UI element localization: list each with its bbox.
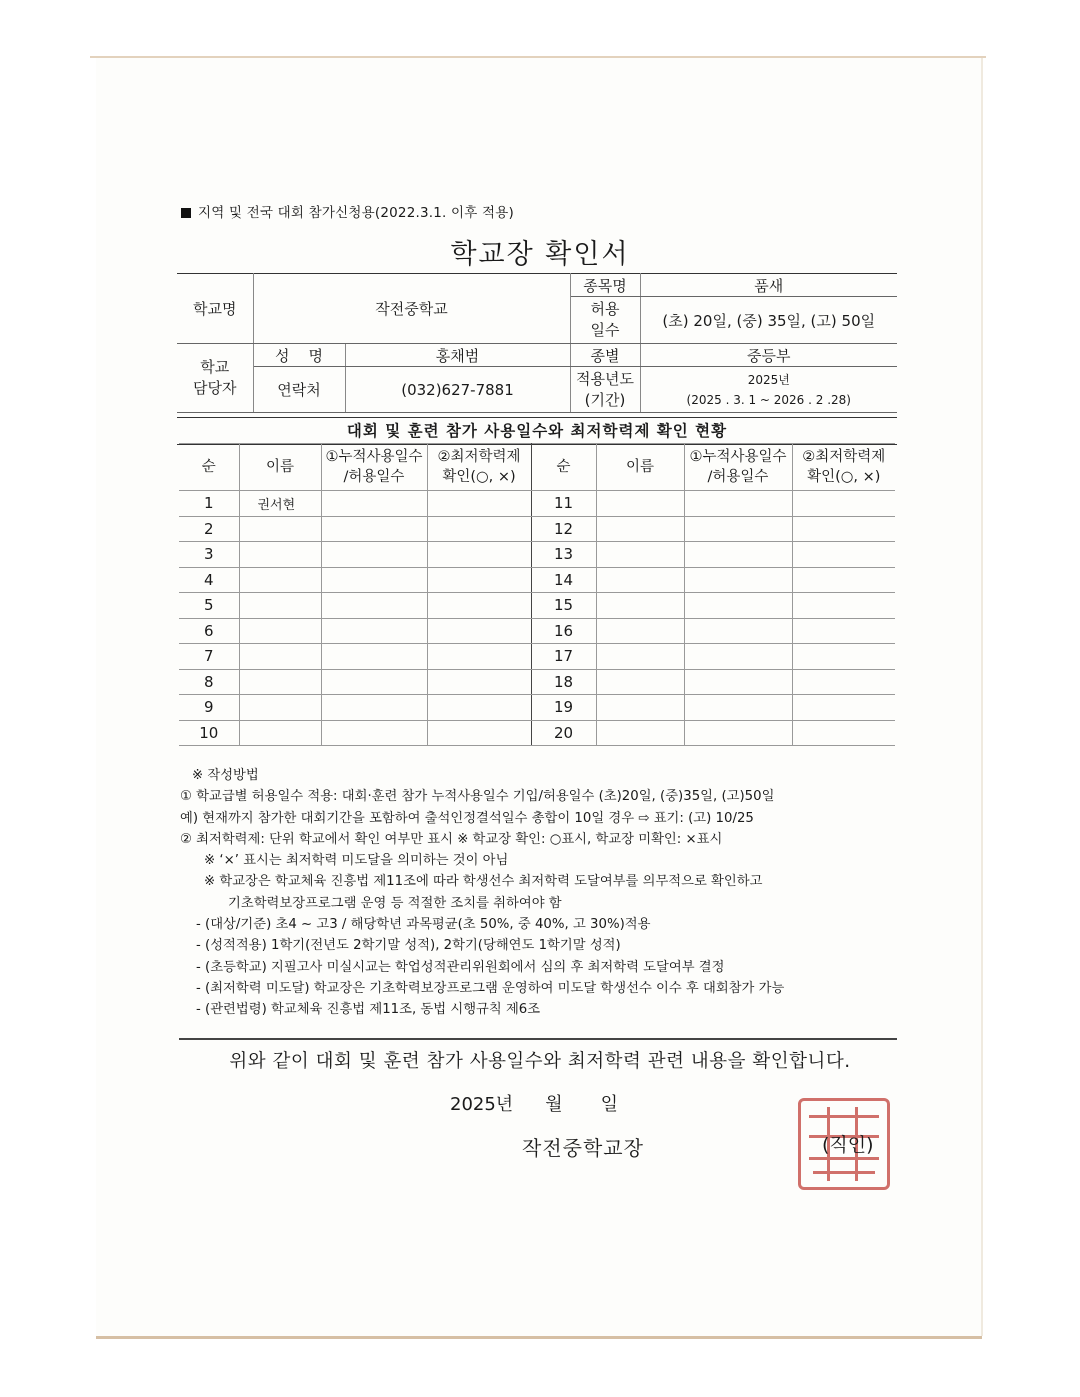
row-days-right [684, 618, 792, 644]
row-days [321, 593, 427, 619]
seal-label: (직인) [822, 1134, 874, 1156]
allowed-label: 허용 일수 [570, 297, 640, 344]
row-check [427, 593, 531, 619]
row-name [239, 618, 321, 644]
form-tagline: 지역 및 전국 대회 참가신청용(2022.3.1. 이후 적용) [181, 201, 514, 221]
row-check-right [792, 593, 895, 619]
table-header-row [179, 444, 895, 491]
row-days [321, 542, 427, 568]
note-line-6: 기초학력보장프로그램 운영 등 적절한 조치를 취하여야 함 [228, 895, 562, 911]
info-table [177, 273, 897, 413]
row-name-right [596, 644, 684, 670]
table-row [179, 695, 895, 721]
instructions-heading: ※ 작성방법 [192, 768, 259, 783]
division-label: 종별 [570, 344, 640, 367]
row-check-right [792, 644, 895, 670]
col-days-right: ①누적사용일수 /허용일수 [684, 444, 792, 491]
confirm-statement: 위와 같이 대회 및 훈련 참가 사용일수와 최저학력 관련 내용을 확인합니다. [229, 1051, 851, 1072]
table-row [179, 720, 895, 746]
row-no: 7 [179, 644, 239, 670]
row-no-right: 14 [531, 567, 596, 593]
table-row [179, 542, 895, 568]
row-name-right [596, 720, 684, 746]
row-no-right: 12 [531, 516, 596, 542]
row-check [427, 516, 531, 542]
row-name-right [596, 593, 684, 619]
col-no-right: 순 [531, 444, 596, 491]
row-check [427, 542, 531, 568]
col-no: 순 [179, 444, 239, 491]
row-days-right [684, 644, 792, 670]
table-row [179, 516, 895, 542]
row-days [321, 491, 427, 517]
row-no: 5 [179, 593, 239, 619]
row-days [321, 720, 427, 746]
row-no: 2 [179, 516, 239, 542]
row-days-right [684, 542, 792, 568]
table-row [179, 593, 895, 619]
row-no: 8 [179, 669, 239, 695]
date-year: 2025년 [450, 1094, 514, 1115]
row-check [427, 491, 531, 517]
row-days [321, 695, 427, 721]
allowed-value: (초) 20일, (중) 35일, (고) 50일 [640, 297, 897, 344]
status-heading: 대회 및 훈련 참가 사용일수와 최저학력제 확인 현황 [177, 417, 897, 445]
note-line-10: - (최저학력 미도달) 학교장은 기초학력보장프로그램 운영하여 미도달 학생선수 이수 후 대회참가 가능 [196, 980, 785, 996]
row-days-right [684, 720, 792, 746]
row-no: 3 [179, 542, 239, 568]
row-no: 9 [179, 695, 239, 721]
row-name-right [596, 491, 684, 517]
year-label: 적용년도 (기간) [570, 367, 640, 413]
status-table [179, 443, 895, 746]
row-no-right: 17 [531, 644, 596, 670]
paper-edge-bottom [96, 1336, 982, 1339]
row-no-right: 19 [531, 695, 596, 721]
name-value: 홍채범 [345, 344, 570, 367]
school-label: 학교명 [177, 274, 253, 344]
note-line-5: ※ 학교장은 학교체육 진흥법 제11조에 따라 학생선수 최저학력 도달여부를 의무적으로 확인하고 [204, 874, 763, 890]
row-name [239, 593, 321, 619]
note-line-7: - (대상/기준) 초4 ~ 고3 / 해당학년 과목평균(초 50%, 중 40%, 고 30%)적용 [196, 917, 651, 933]
row-name [239, 720, 321, 746]
date-month: 월 [545, 1094, 563, 1115]
row-days [321, 516, 427, 542]
table-row [179, 618, 895, 644]
row-check-right [792, 720, 895, 746]
instructions [180, 765, 900, 1021]
note-line-11: - (관련법령) 학교체육 진흥법 제11조, 동법 시행규칙 제6조 [196, 1002, 541, 1018]
row-name [239, 695, 321, 721]
row-days-right [684, 491, 792, 517]
table-row [179, 669, 895, 695]
row-check-right [792, 567, 895, 593]
contact-value: (032)627-7881 [345, 367, 570, 413]
col-days: ①누적사용일수 /허용일수 [321, 444, 427, 491]
year-value: 2025년 (2025 . 3. 1 ~ 2026 . 2 .28) [640, 367, 897, 413]
row-check-right [792, 618, 895, 644]
row-days-right [684, 593, 792, 619]
row-no-right: 20 [531, 720, 596, 746]
divider [179, 1038, 897, 1040]
row-no-right: 16 [531, 618, 596, 644]
person-label: 학교 담당자 [177, 344, 253, 413]
row-name-right [596, 618, 684, 644]
row-name-right [596, 567, 684, 593]
principal-name: 작전중학교장 [522, 1136, 644, 1160]
page-title: 학교장 확인서 [450, 239, 630, 270]
table-row [179, 491, 895, 517]
row-no: 1 [179, 491, 239, 517]
row-no-right: 18 [531, 669, 596, 695]
row-check [427, 567, 531, 593]
table-row [179, 567, 895, 593]
row-name-right [596, 516, 684, 542]
row-days [321, 567, 427, 593]
row-no-right: 13 [531, 542, 596, 568]
row-no: 6 [179, 618, 239, 644]
row-check [427, 720, 531, 746]
row-name-right [596, 669, 684, 695]
row-name [239, 567, 321, 593]
status-table-body [179, 491, 895, 746]
date-day: 일 [600, 1094, 618, 1115]
note-line-9: - (초등학교) 지필고사 미실시교는 학업성적관리위원회에서 심의 후 최저학력 도달여부 결정 [196, 959, 725, 975]
row-name [239, 542, 321, 568]
note-line-1: ① 학교급별 허용일수 적용: 대회·훈련 참가 누적사용일수 기입/허용일수 (초)20일, (중)35일, (고)50일 [180, 789, 775, 805]
school-value: 작전중학교 [253, 274, 570, 344]
row-no: 4 [179, 567, 239, 593]
row-check-right [792, 516, 895, 542]
row-name [239, 516, 321, 542]
event-value: 품새 [640, 274, 897, 297]
row-check-right [792, 669, 895, 695]
issue-date [450, 1090, 618, 1116]
col-name-right: 이름 [596, 444, 684, 491]
row-name [239, 669, 321, 695]
row-days-right [684, 516, 792, 542]
row-days-right [684, 695, 792, 721]
row-days-right [684, 567, 792, 593]
row-name-right [596, 695, 684, 721]
row-check [427, 695, 531, 721]
row-no-right: 11 [531, 491, 596, 517]
table-row [179, 644, 895, 670]
row-days [321, 644, 427, 670]
row-days [321, 618, 427, 644]
square-bullet-icon [181, 208, 191, 218]
note-line-2: 예) 현재까지 참가한 대회기간을 포함하여 출석인정결석일수 총합이 10일 경우 ⇨ 표기: (고) 10/25 [180, 810, 754, 826]
note-line-3: ② 최저학력제: 단위 학교에서 확인 여부만 표시 ※ 학교장 확인: ○표시, 학교장 미확인: ×표시 [180, 831, 723, 847]
row-no: 10 [179, 720, 239, 746]
row-name [239, 644, 321, 670]
row-days-right [684, 669, 792, 695]
row-check-right [792, 542, 895, 568]
contact-label: 연락처 [253, 367, 345, 413]
note-line-4: ※ ‘×’ 표시는 최저학력 미도달을 의미하는 것이 아님 [204, 853, 509, 869]
division-value: 중등부 [640, 344, 897, 367]
name-label: 성 명 [253, 344, 345, 367]
row-check [427, 618, 531, 644]
row-check [427, 669, 531, 695]
row-check-right [792, 491, 895, 517]
event-label: 종목명 [570, 274, 640, 297]
note-line-8: - (성적적용) 1학기(전년도 2학기말 성적), 2학기(당해연도 1학기말 성적) [196, 938, 621, 954]
row-check-right [792, 695, 895, 721]
col-check-right: ②최저학력제 확인(○, ×) [792, 444, 895, 491]
col-check: ②최저학력제 확인(○, ×) [427, 444, 531, 491]
row-name: 권서현 [239, 491, 321, 517]
row-check [427, 644, 531, 670]
row-days [321, 669, 427, 695]
row-no-right: 15 [531, 593, 596, 619]
row-name-right [596, 542, 684, 568]
col-name: 이름 [239, 444, 321, 491]
